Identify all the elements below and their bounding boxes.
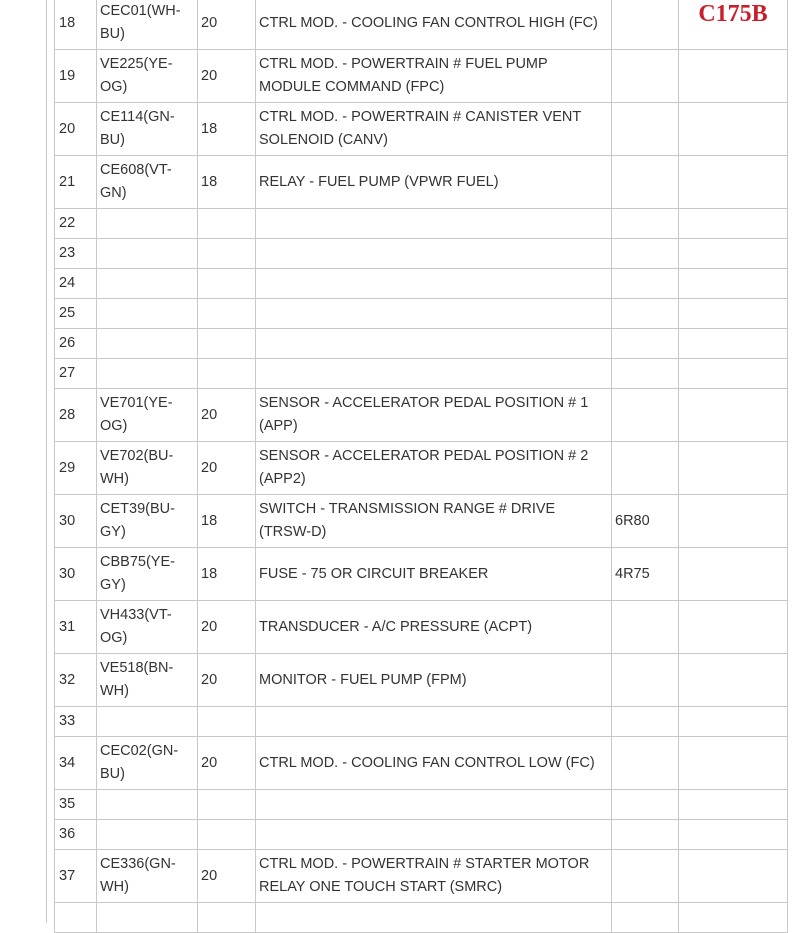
circuit-function-cell (256, 329, 612, 359)
wire-gauge-cell: 20 (198, 442, 256, 495)
connector-cell (679, 103, 788, 156)
note-cell (612, 269, 679, 299)
table-row (55, 269, 788, 299)
table-row (55, 850, 788, 903)
note-cell (612, 790, 679, 820)
table-row (55, 790, 788, 820)
circuit-wire-cell (97, 359, 198, 389)
wire-gauge-cell (198, 329, 256, 359)
table-row (55, 654, 788, 707)
connector-cell (679, 790, 788, 820)
wire-gauge-cell: 18 (198, 495, 256, 548)
connector-cell (679, 548, 788, 601)
note-cell (612, 737, 679, 790)
connector-cell (679, 442, 788, 495)
note-cell (612, 299, 679, 329)
circuit-function-cell (256, 209, 612, 239)
circuit-function-cell: SENSOR - ACCELERATOR PEDAL POSITION # 2 (APP2) (256, 442, 612, 495)
pin-number-cell: 31 (55, 601, 97, 654)
table-row (55, 239, 788, 269)
circuit-wire-cell: VE225(YE-OG) (97, 50, 198, 103)
note-cell (612, 850, 679, 903)
circuit-wire-cell: CE336(GN-WH) (97, 850, 198, 903)
note-cell (612, 389, 679, 442)
wire-gauge-cell: 18 (198, 156, 256, 209)
note-cell (612, 442, 679, 495)
pin-number-cell: 32 (55, 654, 97, 707)
table-row (55, 389, 788, 442)
wire-gauge-cell: 20 (198, 389, 256, 442)
note-cell (612, 359, 679, 389)
wire-gauge-cell (198, 299, 256, 329)
table-row (55, 737, 788, 790)
pin-number-cell: 30 (55, 548, 97, 601)
connector-cell (679, 737, 788, 790)
table-row (55, 495, 788, 548)
circuit-wire-cell: VE702(BU-WH) (97, 442, 198, 495)
connector-cell (679, 269, 788, 299)
table-row (55, 209, 788, 239)
connector-cell (679, 50, 788, 103)
wire-gauge-cell (198, 239, 256, 269)
table-row (55, 0, 788, 50)
pin-number-cell: 33 (55, 707, 97, 737)
connector-cell (679, 601, 788, 654)
note-cell (612, 707, 679, 737)
note-cell: 6R80 (612, 495, 679, 548)
circuit-function-cell: CTRL MOD. - COOLING FAN CONTROL HIGH (FC) (256, 0, 612, 50)
circuit-wire-cell (97, 903, 198, 933)
circuit-function-cell: RELAY - FUEL PUMP (VPWR FUEL) (256, 156, 612, 209)
circuit-function-cell: TRANSDUCER - A/C PRESSURE (ACPT) (256, 601, 612, 654)
note-cell (612, 601, 679, 654)
circuit-wire-cell: CE114(GN-BU) (97, 103, 198, 156)
circuit-function-cell (256, 359, 612, 389)
note-cell (612, 103, 679, 156)
wire-gauge-cell: 20 (198, 0, 256, 50)
wire-gauge-cell: 18 (198, 548, 256, 601)
note-cell (612, 0, 679, 50)
connector-cell (679, 239, 788, 269)
circuit-wire-cell (97, 820, 198, 850)
pin-number-cell: 34 (55, 737, 97, 790)
table-row (55, 299, 788, 329)
wire-gauge-cell: 20 (198, 737, 256, 790)
wire-gauge-cell (198, 820, 256, 850)
pin-number-cell: 30 (55, 495, 97, 548)
circuit-wire-cell: VE518(BN-WH) (97, 654, 198, 707)
wire-gauge-cell: 20 (198, 50, 256, 103)
pin-number-cell: 23 (55, 239, 97, 269)
circuit-function-cell (256, 903, 612, 933)
pin-number-cell: 22 (55, 209, 97, 239)
pin-number-cell: 29 (55, 442, 97, 495)
pin-number-cell: 37 (55, 850, 97, 903)
note-cell (612, 50, 679, 103)
table-row (55, 103, 788, 156)
pin-number-cell (55, 903, 97, 933)
circuit-function-cell: SWITCH - TRANSMISSION RANGE # DRIVE (TRSW-D) (256, 495, 612, 548)
circuit-wire-cell (97, 239, 198, 269)
connector-cell (679, 359, 788, 389)
circuit-function-cell (256, 239, 612, 269)
circuit-wire-cell: CET39(BU-GY) (97, 495, 198, 548)
table-row (55, 548, 788, 601)
pin-number-cell: 24 (55, 269, 97, 299)
note-cell (612, 156, 679, 209)
pinout-table-body (55, 0, 788, 933)
table-row (55, 50, 788, 103)
circuit-function-cell: MONITOR - FUEL PUMP (FPM) (256, 654, 612, 707)
table-row (55, 329, 788, 359)
note-cell: 4R75 (612, 548, 679, 601)
wire-gauge-cell (198, 359, 256, 389)
connector-id-label: C175B (698, 1, 768, 27)
connector-cell (679, 850, 788, 903)
wire-gauge-cell: 20 (198, 601, 256, 654)
connector-cell (679, 329, 788, 359)
wire-gauge-cell (198, 269, 256, 299)
circuit-wire-cell (97, 329, 198, 359)
circuit-function-cell (256, 820, 612, 850)
note-cell (612, 209, 679, 239)
circuit-wire-cell: CEC01(WH-BU) (97, 0, 198, 50)
connector-cell (679, 299, 788, 329)
note-cell (612, 239, 679, 269)
table-row (55, 442, 788, 495)
table-row (55, 156, 788, 209)
circuit-wire-cell: CE608(VT-GN) (97, 156, 198, 209)
connector-cell (679, 707, 788, 737)
connector-column (679, 0, 788, 50)
note-cell (612, 903, 679, 933)
pin-number-cell: 35 (55, 790, 97, 820)
circuit-function-cell: FUSE - 75 OR CIRCUIT BREAKER (256, 548, 612, 601)
circuit-function-cell (256, 299, 612, 329)
wire-gauge-cell: 20 (198, 654, 256, 707)
circuit-wire-cell (97, 299, 198, 329)
table-row (55, 359, 788, 389)
page-left-border (46, 0, 47, 923)
circuit-function-cell: CTRL MOD. - POWERTRAIN # CANISTER VENT SOLENOID (CANV) (256, 103, 612, 156)
circuit-function-cell (256, 269, 612, 299)
note-cell (612, 820, 679, 850)
table-row (55, 903, 788, 933)
connector-cell (679, 156, 788, 209)
circuit-wire-cell (97, 707, 198, 737)
circuit-function-cell: SENSOR - ACCELERATOR PEDAL POSITION # 1 (APP) (256, 389, 612, 442)
circuit-function-cell: CTRL MOD. - COOLING FAN CONTROL LOW (FC) (256, 737, 612, 790)
circuit-wire-cell (97, 209, 198, 239)
connector-cell (679, 389, 788, 442)
circuit-function-cell: CTRL MOD. - POWERTRAIN # FUEL PUMP MODULE COMMAND (FPC) (256, 50, 612, 103)
connector-cell (679, 495, 788, 548)
table-row (55, 707, 788, 737)
pin-number-cell: 28 (55, 389, 97, 442)
connector-cell (679, 654, 788, 707)
connector-cell (679, 209, 788, 239)
wire-gauge-cell (198, 707, 256, 737)
pin-number-cell: 20 (55, 103, 97, 156)
pin-number-cell: 36 (55, 820, 97, 850)
wire-gauge-cell (198, 903, 256, 933)
connector-cell (679, 820, 788, 850)
table-row (55, 820, 788, 850)
circuit-wire-cell: CEC02(GN-BU) (97, 737, 198, 790)
connector-cell (679, 903, 788, 933)
wire-gauge-cell: 18 (198, 103, 256, 156)
circuit-function-cell (256, 707, 612, 737)
wire-gauge-cell (198, 790, 256, 820)
note-cell (612, 329, 679, 359)
circuit-function-cell: CTRL MOD. - POWERTRAIN # STARTER MOTOR RELAY ONE TOUCH START (SMRC) (256, 850, 612, 903)
pin-number-cell: 21 (55, 156, 97, 209)
pin-number-cell: 27 (55, 359, 97, 389)
note-cell (612, 654, 679, 707)
circuit-function-cell (256, 790, 612, 820)
wire-gauge-cell: 20 (198, 850, 256, 903)
circuit-wire-cell (97, 790, 198, 820)
circuit-wire-cell (97, 269, 198, 299)
circuit-wire-cell: CBB75(YE-GY) (97, 548, 198, 601)
table-row (55, 601, 788, 654)
connector-pinout-table (54, 0, 788, 933)
pin-number-cell: 18 (55, 0, 97, 50)
pin-number-cell: 26 (55, 329, 97, 359)
circuit-wire-cell: VE701(YE-OG) (97, 389, 198, 442)
wire-gauge-cell (198, 209, 256, 239)
circuit-wire-cell: VH433(VT-OG) (97, 601, 198, 654)
pin-number-cell: 25 (55, 299, 97, 329)
pin-number-cell: 19 (55, 50, 97, 103)
